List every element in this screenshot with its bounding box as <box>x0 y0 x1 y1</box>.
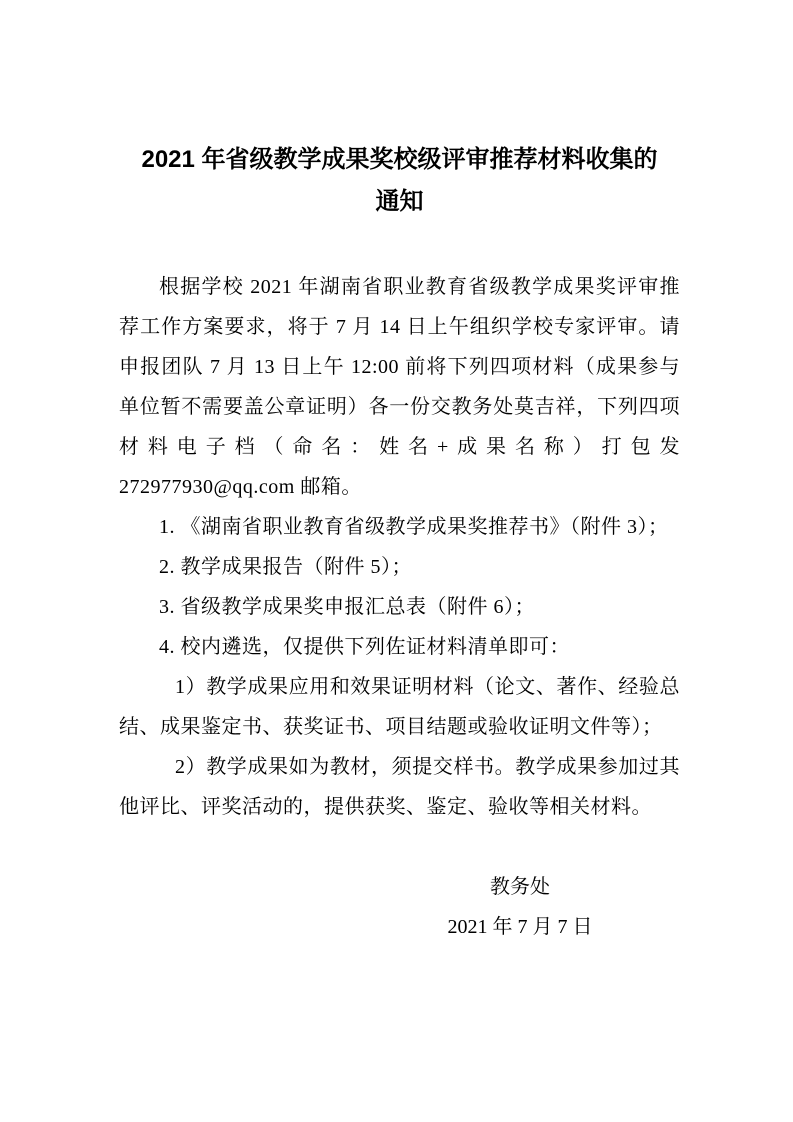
list-item-4: 4. 校内遴选，仅提供下列佐证材料清单即可： <box>159 636 570 658</box>
title-line-1: 2021 年省级教学成果奖校级评审推荐材料收集的 <box>141 146 658 173</box>
signature-date: 2021 年 7 月 7 日 <box>447 916 593 938</box>
list-item-3: 3. 省级教学成果奖申报汇总表（附件 6）； <box>159 596 535 618</box>
signature-department: 教务处 <box>490 876 550 898</box>
intro-paragraph: 根据学校 2021 年湖南省职业教育省级教学成果奖评审推荐工作方案要求，将于 7 月 14 日上午组织学校专家评审。请申报团队 7 月 13 日上午 12:00 前将下列四项材料（成果参与单位暂不需要盖公章证明）各一份交教务处莫吉祥，下列四项材料电子档（命名：姓名+成果名称）打包发 272977930@qq.com 邮箱。 <box>119 276 680 498</box>
sub-item-2: 2）教学成果如为教材，须提交样书。教学成果参加过其他评比、评奖活动的，提供获奖、鉴定、验收等相关材料。 <box>119 756 680 818</box>
document-title <box>119 139 680 223</box>
list-item-1: 1. 《湖南省职业教育省级教学成果奖推荐书》（附件 3）； <box>159 516 669 538</box>
sub-item-1: 1）教学成果应用和效果证明材料（论文、著作、经验总结、成果鉴定书、获奖证书、项目结题或验收证明文件等）； <box>119 676 680 738</box>
title-line-2: 通知 <box>375 188 424 215</box>
signature-block <box>370 867 670 947</box>
list-item-2: 2. 教学成果报告（附件 5）； <box>159 556 412 578</box>
